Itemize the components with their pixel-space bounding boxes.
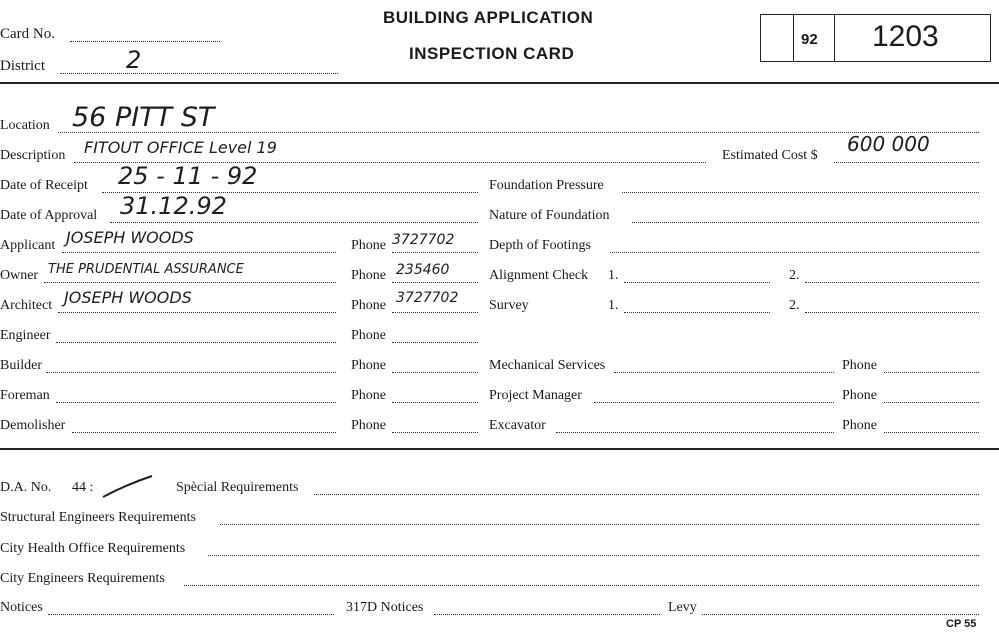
engineer-phone-label: Phone: [351, 328, 386, 343]
date-receipt-value: 25 - 11 - 92: [118, 162, 258, 190]
survey-2-label: 2.: [789, 298, 800, 313]
notices-317d-line[interactable]: [434, 614, 660, 615]
location-value: 56 PITT ST: [72, 102, 215, 133]
architect-phone-line[interactable]: [392, 312, 478, 313]
architect-value: JOSEPH WOODS: [64, 288, 192, 307]
foundation-pressure-label: Foundation Pressure: [489, 178, 604, 193]
owner-phone-value: 235460: [396, 262, 450, 278]
health-line[interactable]: [208, 555, 979, 556]
foreman-phone-label: Phone: [351, 388, 386, 403]
card-year: 92: [801, 31, 818, 48]
foreman-phone-line[interactable]: [392, 402, 478, 403]
architect-line[interactable]: [58, 312, 336, 313]
estimated-cost-label: Estimated Cost $: [722, 148, 818, 163]
notices-317d-label: 317D Notices: [346, 600, 424, 615]
card-no-line[interactable]: [70, 41, 220, 42]
card-number: 1203: [872, 20, 939, 53]
engineer-label: Engineer: [0, 328, 51, 343]
owner-line[interactable]: [44, 282, 336, 283]
engineer-phone-line[interactable]: [392, 342, 478, 343]
description-label: Description: [0, 148, 66, 163]
demolisher-phone-line[interactable]: [392, 432, 478, 433]
estimated-cost-line[interactable]: [834, 162, 979, 163]
notices-line[interactable]: [48, 614, 334, 615]
applicant-phone-line[interactable]: [392, 252, 478, 253]
builder-phone-line[interactable]: [392, 372, 478, 373]
survey-label: Survey: [489, 298, 529, 313]
demolisher-phone-label: Phone: [351, 418, 386, 433]
district-line[interactable]: [60, 73, 338, 74]
project-manager-phone-line[interactable]: [884, 402, 979, 403]
excavator-phone-label: Phone: [842, 418, 877, 433]
survey-1-label: 1.: [608, 298, 619, 313]
applicant-phone-label: Phone: [351, 238, 386, 253]
da-check-mark: [100, 474, 156, 500]
card-number-divider: [834, 14, 835, 62]
health-label: City Health Office Requirements: [0, 541, 186, 556]
builder-line[interactable]: [46, 372, 336, 373]
survey-1-line[interactable]: [624, 312, 770, 313]
card-number-divider: [793, 14, 794, 62]
survey-2-line[interactable]: [805, 312, 979, 313]
depth-footings-label: Depth of Footings: [489, 238, 591, 253]
foreman-label: Foreman: [0, 388, 50, 403]
engineer-line[interactable]: [56, 342, 336, 343]
header-rule: [0, 82, 999, 84]
mechanical-phone-line[interactable]: [884, 372, 979, 373]
da-label: D.A. No.: [0, 480, 52, 495]
city-eng-label: City Engineers Requirements: [0, 571, 165, 586]
form-code: CP 55: [946, 618, 977, 630]
owner-phone-label: Phone: [351, 268, 386, 283]
date-approval-label: Date of Approval: [0, 208, 98, 223]
district-label: District: [0, 58, 45, 74]
architect-phone-value: 3727702: [396, 290, 459, 306]
project-manager-line[interactable]: [594, 402, 834, 403]
architect-label: Architect: [0, 298, 53, 313]
demolisher-label: Demolisher: [0, 418, 66, 433]
levy-label: Levy: [668, 600, 697, 615]
mechanical-label: Mechanical Services: [489, 358, 606, 373]
excavator-line[interactable]: [556, 432, 834, 433]
architect-phone-label: Phone: [351, 298, 386, 313]
structural-label: Structural Engineers Requirements: [0, 510, 196, 525]
foundation-pressure-line[interactable]: [622, 192, 979, 193]
district-value: 2: [126, 46, 142, 74]
alignment-2-label: 2.: [789, 268, 800, 283]
excavator-phone-line[interactable]: [884, 432, 979, 433]
demolisher-line[interactable]: [72, 432, 336, 433]
estimated-cost-value: 600 000: [847, 132, 930, 156]
nature-foundation-line[interactable]: [632, 222, 979, 223]
special-requirements-label: Spècial Requirements: [176, 480, 299, 495]
builder-label: Builder: [0, 358, 42, 373]
alignment-1-label: 1.: [608, 268, 619, 283]
alignment-2-line[interactable]: [805, 282, 979, 283]
applicant-label: Applicant: [0, 238, 56, 253]
applicant-value: JOSEPH WOODS: [66, 228, 194, 247]
mechanical-line[interactable]: [614, 372, 834, 373]
card-no-label: Card No.: [0, 26, 55, 42]
nature-foundation-label: Nature of Foundation: [489, 208, 610, 223]
special-requirements-line[interactable]: [314, 494, 979, 495]
builder-phone-label: Phone: [351, 358, 386, 373]
owner-phone-line[interactable]: [392, 282, 478, 283]
alignment-check-label: Alignment Check: [489, 268, 589, 283]
notices-label: Notices: [0, 600, 43, 615]
project-manager-phone-label: Phone: [842, 388, 877, 403]
title-line-1: BUILDING APPLICATION: [383, 8, 594, 27]
location-label: Location: [0, 118, 50, 133]
applicant-line[interactable]: [62, 252, 336, 253]
excavator-label: Excavator: [489, 418, 546, 433]
city-eng-line[interactable]: [184, 585, 979, 586]
da-value: 44 :: [72, 480, 94, 495]
owner-value: THE PRUDENTIAL ASSURANCE: [48, 262, 244, 277]
foreman-line[interactable]: [56, 402, 336, 403]
mechanical-phone-label: Phone: [842, 358, 877, 373]
structural-line[interactable]: [220, 524, 979, 525]
applicant-phone-value: 3727702: [392, 232, 455, 248]
alignment-1-line[interactable]: [624, 282, 770, 283]
owner-label: Owner: [0, 268, 39, 283]
section-rule: [0, 448, 999, 450]
title-line-2: INSPECTION CARD: [409, 44, 575, 63]
depth-footings-line[interactable]: [610, 252, 979, 253]
project-manager-label: Project Manager: [489, 388, 582, 403]
date-receipt-label: Date of Receipt: [0, 178, 88, 193]
levy-line[interactable]: [702, 614, 979, 615]
date-approval-line[interactable]: [110, 222, 478, 223]
date-approval-value: 31.12.92: [120, 192, 227, 220]
description-value: FITOUT OFFICE Level 19: [84, 138, 277, 157]
